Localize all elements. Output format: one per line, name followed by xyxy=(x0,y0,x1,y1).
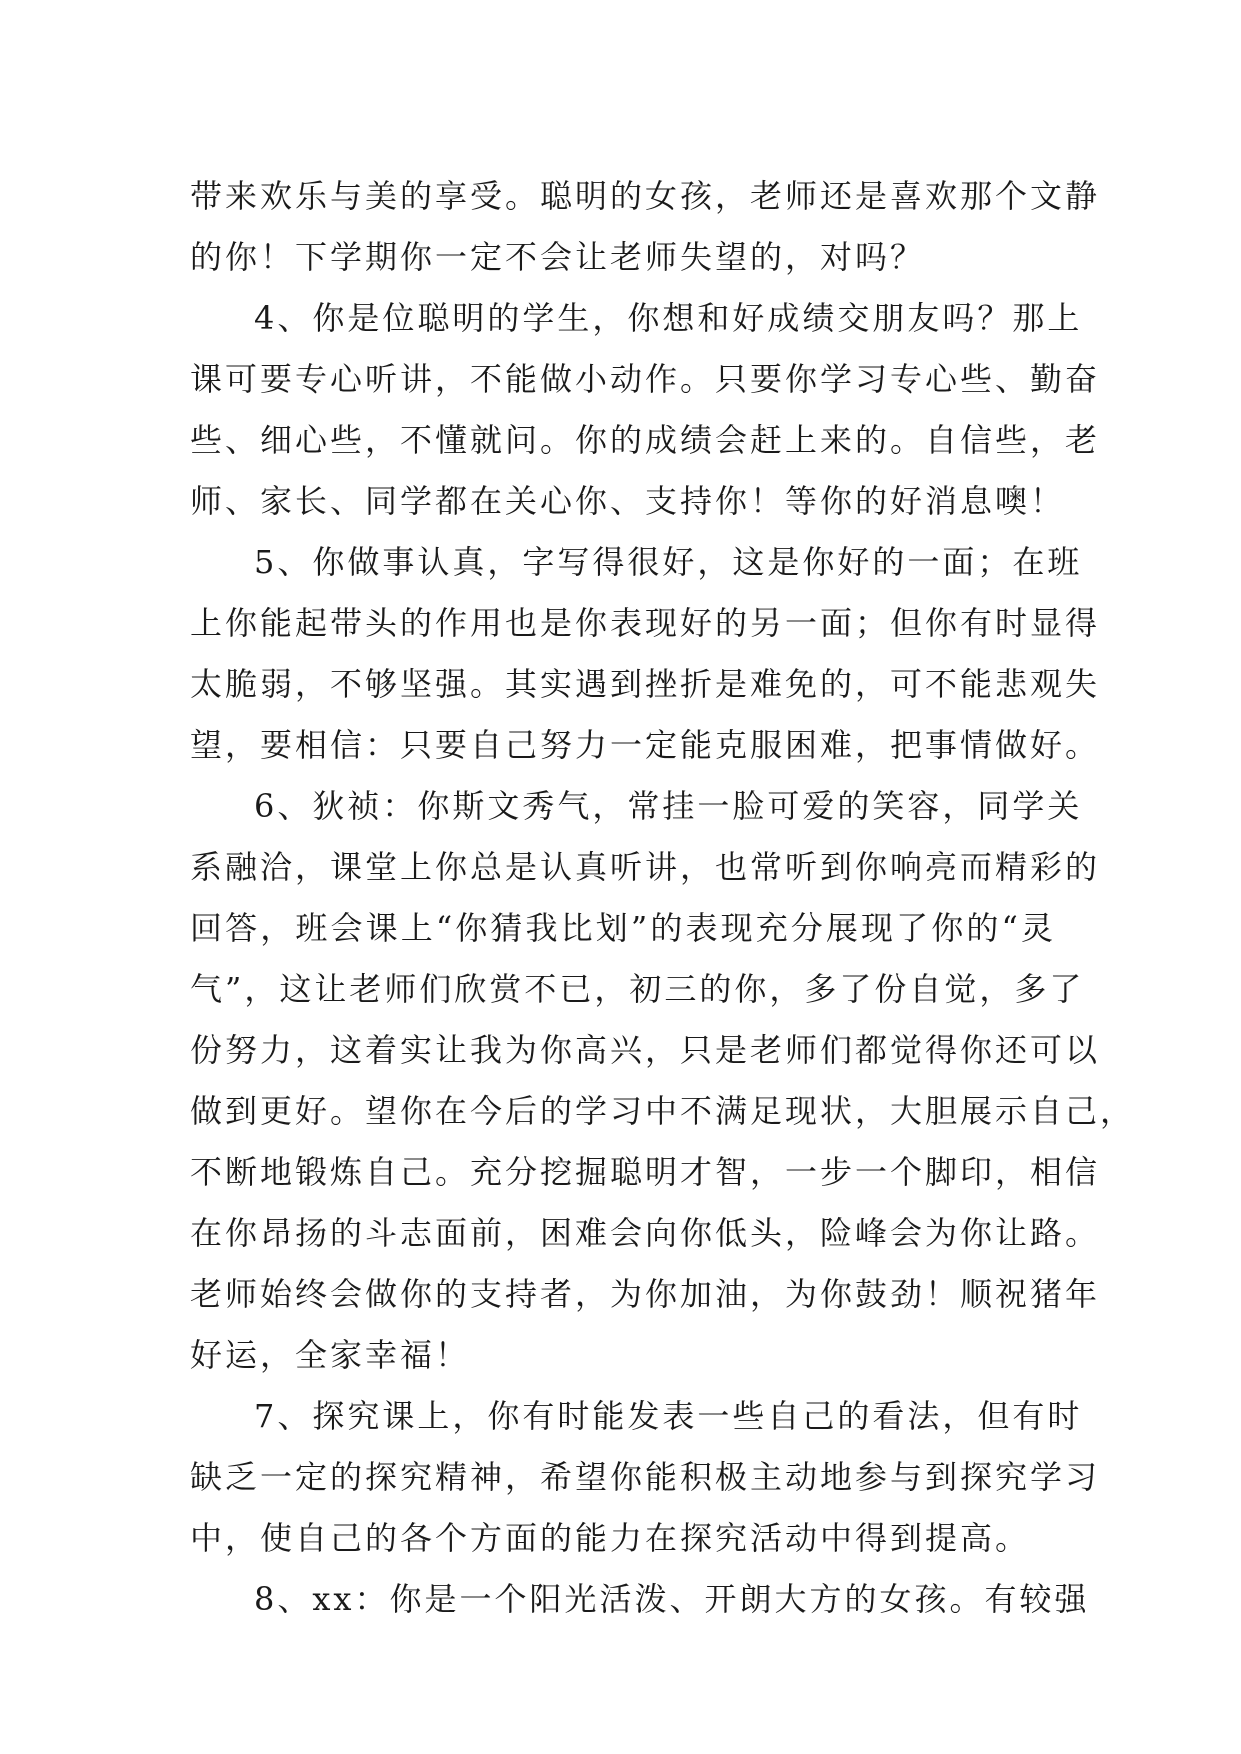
text-line: 7、探究课上，你有时能发表一些自己的看法，但有时 xyxy=(254,1397,1083,1435)
text-line: 些、细心些，不懂就问。你的成绩会赶上来的。自信些，老 xyxy=(190,421,1101,459)
text-line: 太脆弱，不够坚强。其实遇到挫折是难免的，可不能悲观失 xyxy=(190,665,1101,703)
text-line: 4、你是位聪明的学生，你想和好成绩交朋友吗？那上 xyxy=(254,299,1083,337)
text-line: 6、狄祯：你斯文秀气，常挂一脸可爱的笑容，同学关 xyxy=(254,787,1083,825)
text-line: 气”，这让老师们欣赏不已，初三的你，多了份自觉，多了 xyxy=(190,970,1085,1008)
text-line: 份努力，这着实让我为你高兴，只是老师们都觉得你还可以 xyxy=(190,1031,1101,1069)
document-body xyxy=(190,166,1136,1630)
text-line: 5、你做事认真，字写得很好，这是你好的一面；在班 xyxy=(254,543,1083,581)
text-line: 课可要专心听讲，不能做小动作。只要你学习专心些、勤奋 xyxy=(190,360,1101,398)
text-line: 8、xx：你是一个阳光活泼、开朗大方的女孩。有较强 xyxy=(254,1580,1090,1618)
text-line: 系融洽，课堂上你总是认真听讲，也常听到你响亮而精彩的 xyxy=(190,848,1101,886)
text-line: 师、家长、同学都在关心你、支持你！等你的好消息噢！ xyxy=(190,482,1066,520)
text-line: 不断地锻炼自己。充分挖掘聪明才智，一步一个脚印，相信 xyxy=(190,1153,1101,1191)
text-line: 带来欢乐与美的享受。聪明的女孩，老师还是喜欢那个文静 xyxy=(190,177,1101,215)
text-line: 老师始终会做你的支持者，为你加油，为你鼓劲！顺祝猪年 xyxy=(190,1275,1101,1313)
text-line: 回答，班会课上“你猜我比划”的表现充分展现了你的“灵 xyxy=(190,909,1056,947)
text-line: 望，要相信：只要自己努力一定能克服困难，把事情做好。 xyxy=(190,726,1101,764)
text-line: 做到更好。望你在今后的学习中不满足现状，大胆展示自己， xyxy=(190,1092,1136,1130)
text-line: 缺乏一定的探究精神，希望你能积极主动地参与到探究学习 xyxy=(190,1458,1101,1496)
text-line: 中，使自己的各个方面的能力在探究活动中得到提高。 xyxy=(190,1519,1031,1557)
text-line: 在你昂扬的斗志面前，困难会向你低头，险峰会为你让路。 xyxy=(190,1214,1101,1252)
text-line: 好运，全家幸福！ xyxy=(190,1336,471,1374)
text-line: 上你能起带头的作用也是你表现好的另一面；但你有时显得 xyxy=(190,604,1101,642)
text-line: 的你！下学期你一定不会让老师失望的，对吗？ xyxy=(190,238,926,276)
